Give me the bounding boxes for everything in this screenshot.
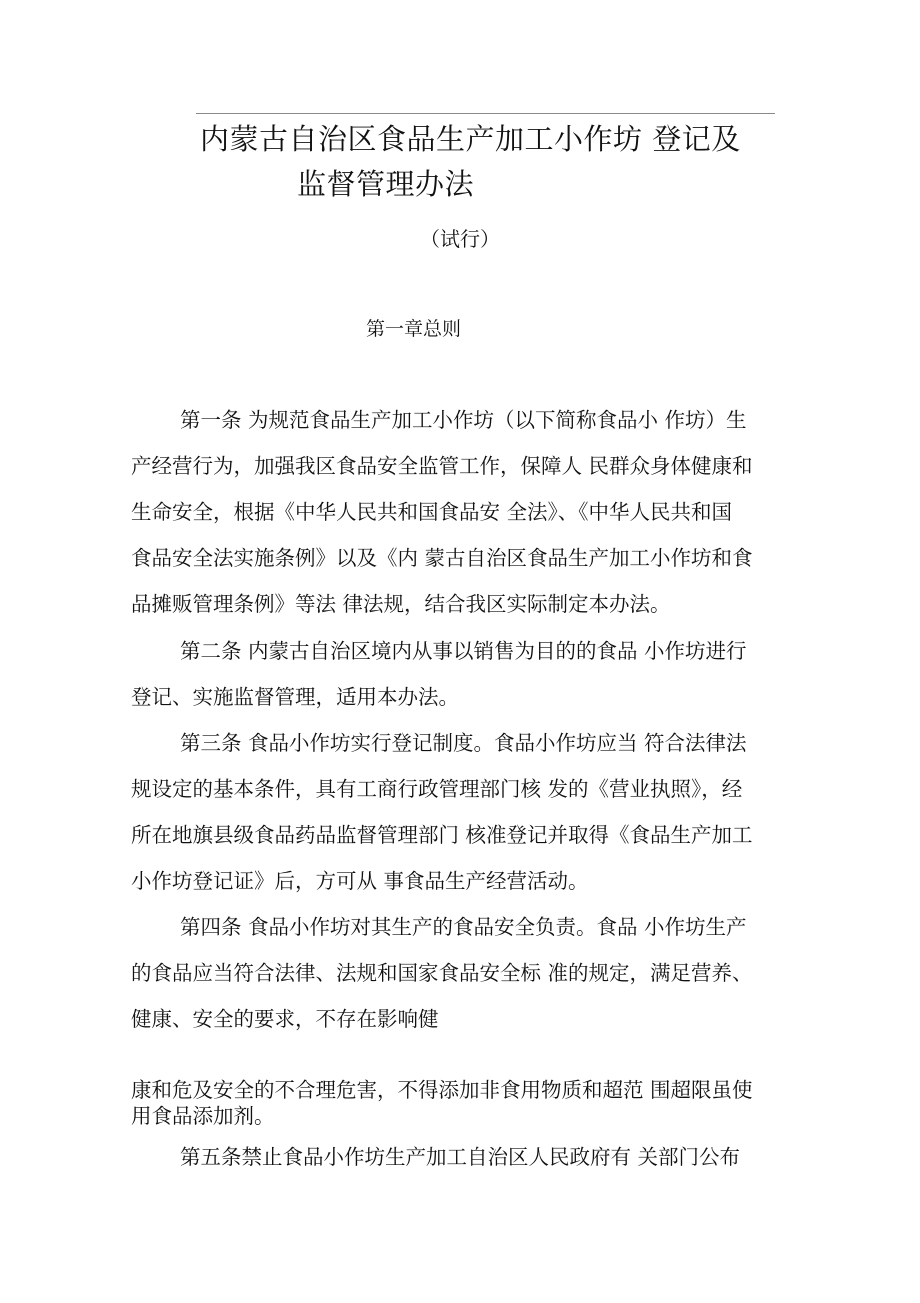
document-title-line-2: 监督管理办法	[297, 167, 475, 201]
article-5-line-1: 第五条禁止食品小作坊生产加工自治区人民政府有 关部门公布	[180, 1145, 741, 1169]
article-3-line-2: 规设定的基本条件，具有工商行政管理部门核 发的《营业执照》，经	[131, 777, 743, 801]
article-4-line-5: 用食品添加剂。	[131, 1104, 275, 1128]
article-1-line-5: 品摊贩管理条例》等法 律法规，结合我区实际制定本办法。	[131, 592, 671, 616]
document-title-line-1: 内蒙古自治区食品生产加工小作坊 登记及	[200, 122, 741, 156]
article-3-line-3: 所在地旗县级食品药品监督管理部门 核准登记并取得《食品生产加工	[131, 823, 753, 847]
chapter-heading: 第一章总则	[366, 318, 462, 340]
article-1-line-3: 生命安全，根据《中华人民共和国食品安 全法》、《中华人民共和国	[131, 500, 733, 524]
article-3-line-1: 第三条 食品小作坊实行登记制度。食品小作坊应当 符合法律法	[180, 731, 747, 755]
article-1-line-1: 第一条 为规范食品生产加工小作坊（以下简称食品小 作坊）生	[180, 408, 747, 432]
article-2-line-2: 登记、实施监督管理，适用本办法。	[131, 685, 459, 709]
article-4-line-2: 的食品应当符合法律、法规和国家食品安全标 准的规定，满足营养、	[131, 961, 753, 985]
article-4-line-4: 康和危及安全的不合理危害，不得添加非食用物质和超范 围超限虽使	[131, 1078, 753, 1102]
header-rule	[196, 113, 775, 114]
article-3-line-4: 小作坊登记证》后，方可从 事食品生产经营活动。	[131, 869, 589, 893]
article-4-line-3: 健康、安全的要求，不存在影响健	[131, 1007, 439, 1031]
article-1-line-4: 食品安全法实施条例》以及《内 蒙古自治区食品生产加工小作坊和食	[131, 546, 753, 570]
article-4-line-1: 第四条 食品小作坊对其生产的食品安全负责。食品 小作坊生产	[180, 915, 747, 939]
document-subtitle: （试行）	[420, 227, 500, 251]
article-2-line-1: 第二条 内蒙古自治区境内从事以销售为目的的食品 小作坊进行	[180, 639, 747, 663]
article-1-line-2: 产经营行为，加强我区食品安全监管工作，保障人 民群众身体健康和	[131, 454, 753, 478]
